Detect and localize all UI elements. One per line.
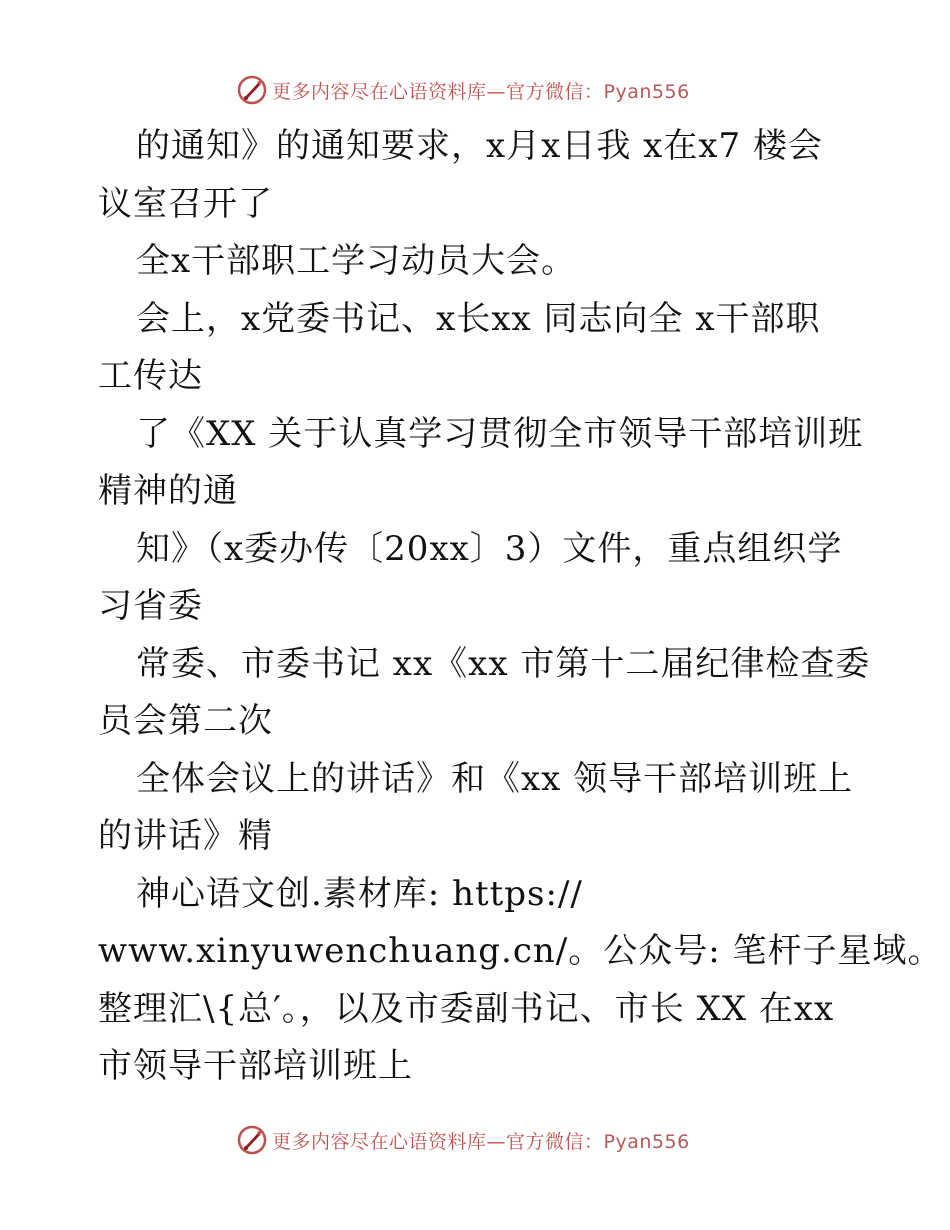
text-line-5: 工传达 (98, 356, 203, 396)
header-banner (236, 72, 690, 108)
footer-banner-wechat: Pyan556 (603, 1130, 690, 1153)
footer-banner-label: 更多内容尽在心语资料库—官方微信： (272, 1130, 604, 1153)
quill-pen-logo-icon (236, 1124, 268, 1156)
header-banner-label: 更多内容尽在心语资料库—官方微信： (272, 80, 604, 103)
header-banner-text (272, 77, 690, 104)
text-line-11: 员会第二次 (98, 701, 273, 741)
text-line-3: 全x干部职工学习动员大会。 (136, 241, 577, 281)
text-line-13: 的讲话》精 (98, 816, 273, 856)
text-line-12: 全体会议上的讲话》和《xx 领导干部培训班上 (136, 758, 854, 799)
text-line-14: 神心语文创.素材库: https:// (136, 873, 583, 914)
text-line-16: 整理汇\{总′。，以及市委副书记、市长 XX 在xx (98, 988, 835, 1029)
text-line-17: 市领导干部培训班上 (98, 1046, 413, 1086)
header-banner-wechat: Pyan556 (603, 80, 690, 103)
text-line-6: 了《XX 关于认真学习贯彻全市领导干部培训班 (136, 413, 864, 454)
text-line-15: www.xinyuwenchuang.cn/。公众号: 笔杆子星域。 (98, 931, 943, 971)
text-line-1: 的通知》的通知要求，x月x日我 x在x7 楼会 (136, 126, 823, 166)
footer-banner-text (272, 1127, 690, 1154)
footer-banner (236, 1122, 690, 1158)
text-line-9: 习省委 (98, 586, 203, 626)
text-line-4: 会上，x党委书记、x长xx 同志向全 x干部职 (136, 298, 821, 339)
document-body (98, 118, 943, 1096)
text-line-2: 议室召开了 (98, 183, 273, 224)
text-line-10: 常委、市委书记 xx《xx 市第十二届纪律检查委 (136, 643, 871, 684)
quill-pen-logo-icon (236, 74, 268, 106)
text-line-7: 精神的通 (98, 471, 238, 511)
text-line-8: 知》（x委办传〔20xx〕3）文件，重点组织学 (136, 528, 843, 569)
